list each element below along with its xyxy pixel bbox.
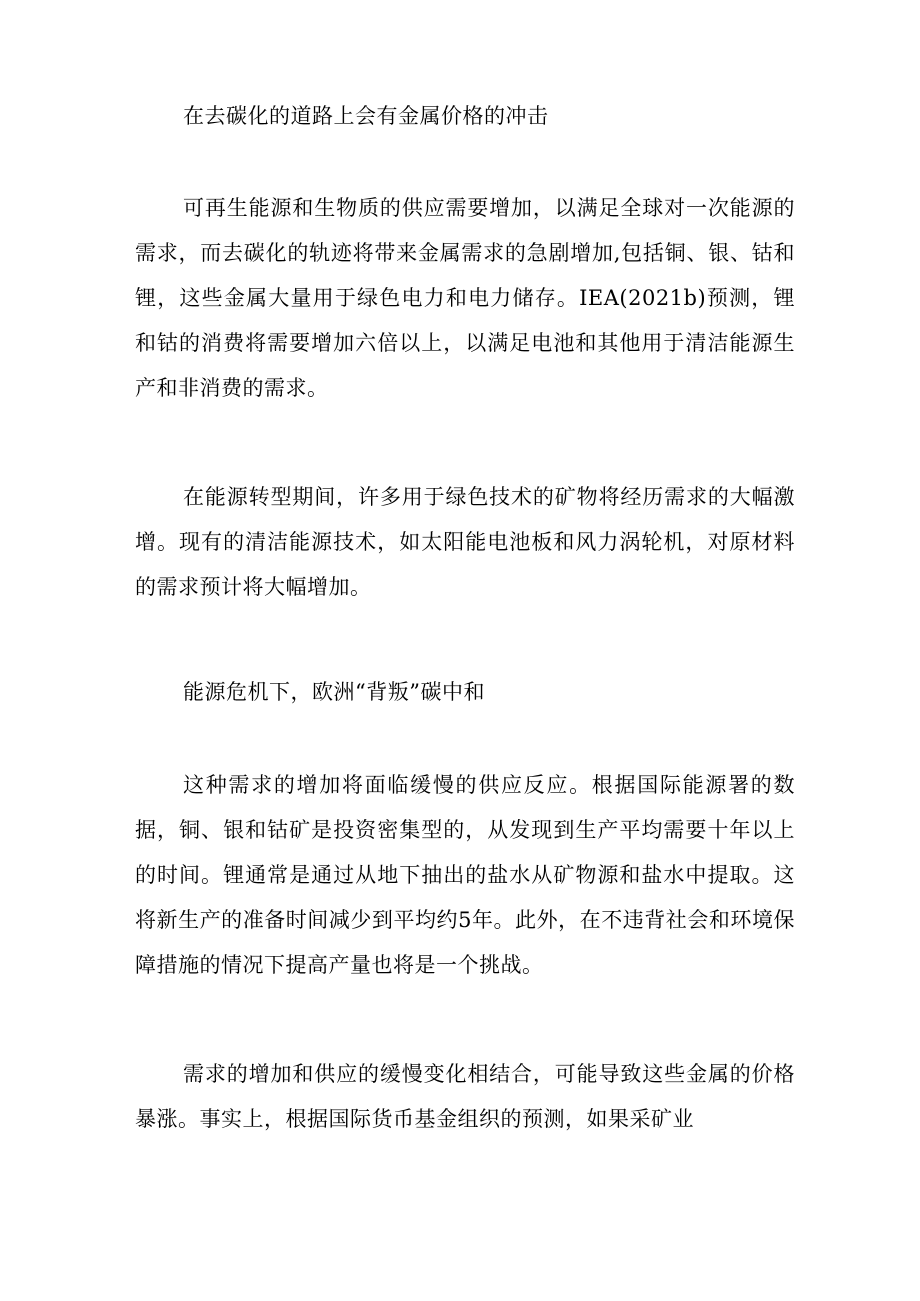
paragraph-price-surge: 需求的增加和供应的缓慢变化相结合，可能导致这些金属的价格暴涨。事实上，根据国际货币基金组织的预测，如果采矿业 — [135, 1062, 795, 1131]
section-heading-europe-energy-crisis: 能源危机下，欧洲“背叛”碳中和 — [183, 680, 485, 704]
section-heading-metal-price-shock: 在去碳化的道路上会有金属价格的冲击 — [183, 104, 549, 128]
paragraph-slow-supply-response: 这种需求的增加将面临缓慢的供应反应。根据国际能源署的数据，铜、银和钴矿是投资密集型的，从发现到生产平均需要十年以上的时间。锂通常是通过从地下抽出的盐水从矿物源和盐水中提取。这将新生产的准备时间减少到平均约5年。此外，在不违背社会和环境保障措施的情况下提高产量也将是一个挑战。 — [135, 773, 795, 977]
paragraph-renewable-demand: 可再生能源和生物质的供应需要增加，以满足全球对一次能源的需求，而去碳化的轨迹将带来金属需求的急剧增加,包括铜、银、钴和锂，这些金属大量用于绿色电力和电力储存。IEA(2021b)预测，锂和钴的消费将需要增加六倍以上，以满足电池和其他用于清洁能源生产和非消费的需求。 — [135, 196, 795, 400]
paragraph-mineral-demand-surge: 在能源转型期间，许多用于绿色技术的矿物将经历需求的大幅激增。现有的清洁能源技术，如太阳能电池板和风力涡轮机，对原材料的需求预计将大幅增加。 — [135, 485, 795, 599]
